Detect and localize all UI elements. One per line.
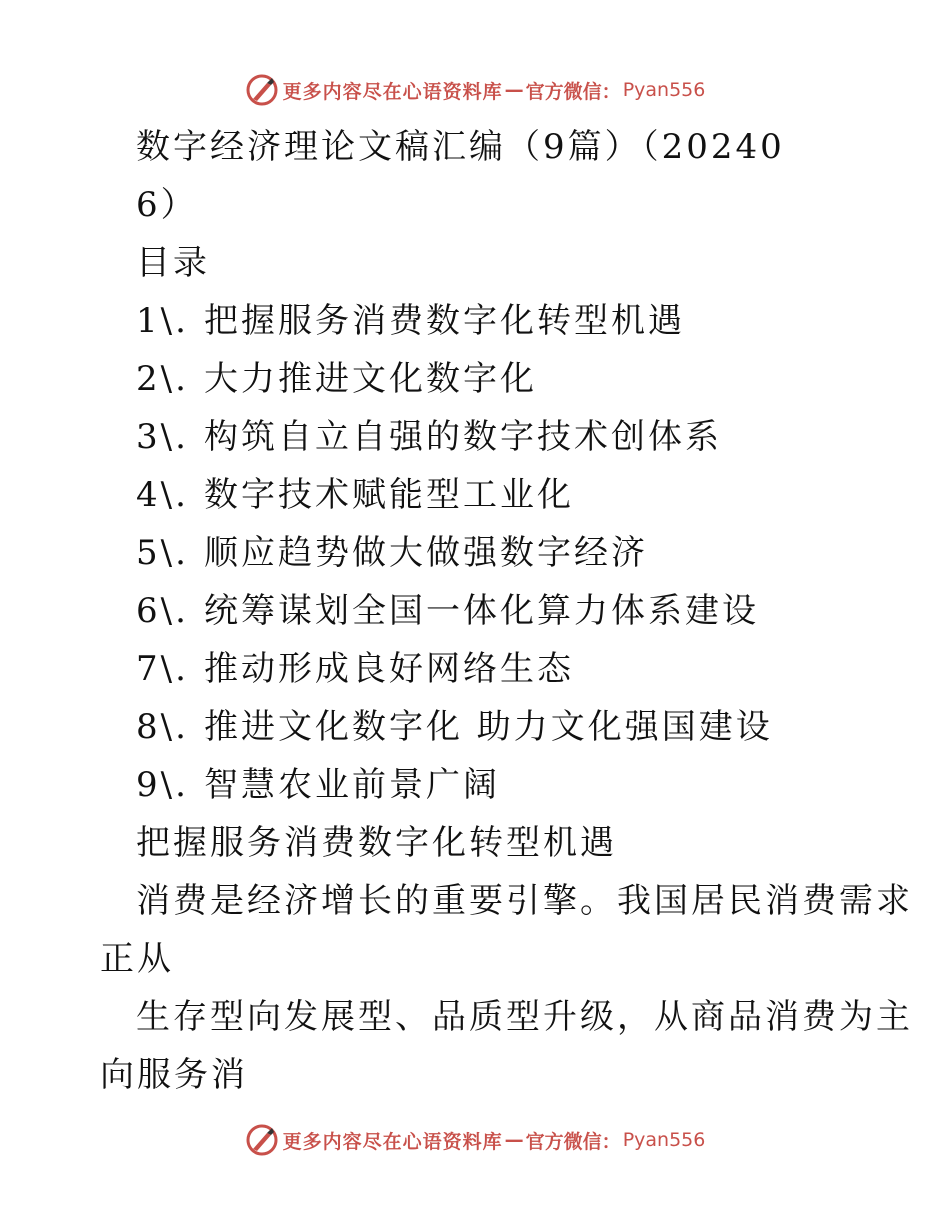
watermark-banner-top <box>0 70 950 110</box>
toc-item-text: 数字技术赋能型工业化 <box>204 475 574 515</box>
toc-item[interactable] <box>0 350 950 408</box>
toc-item[interactable] <box>0 640 950 698</box>
toc-heading: 目录 <box>136 243 210 283</box>
section-heading: 把握服务消费数字化转型机遇 <box>136 823 617 863</box>
toc-item-text: 大力推进文化数字化 <box>204 359 537 399</box>
watermark-sub-text: 官方微信： <box>525 80 621 103</box>
toc-list <box>0 292 950 814</box>
toc-item-number: 8\. <box>136 707 189 747</box>
watermark-sub-text: 官方微信： <box>525 1130 621 1153</box>
document-body <box>0 118 950 1104</box>
toc-item-text: 构筑自立自强的数字技术创体系 <box>204 417 722 457</box>
toc-item-text: 统筹谋划全国一体化算力体系建设 <box>204 591 759 631</box>
toc-item[interactable] <box>0 524 950 582</box>
toc-item-text: 顺应趋势做大做强数字经济 <box>204 533 648 573</box>
toc-item[interactable] <box>0 292 950 350</box>
watermark-main-text: 更多内容尽在心语资料库 <box>282 80 503 103</box>
pen-logo-icon <box>245 1123 279 1157</box>
toc-item-number: 1\. <box>136 301 189 341</box>
toc-item-text: 推动形成良好网络生态 <box>204 649 574 689</box>
toc-item[interactable] <box>0 698 950 756</box>
watermark-dash: — <box>504 1129 524 1151</box>
document-title-line-1: 数字经济理论文稿汇编（9篇）（20240 <box>136 127 785 167</box>
toc-item-text: 推进文化数字化 助力文化强国建设 <box>204 707 773 747</box>
pen-logo-icon <box>245 73 279 107</box>
toc-item-text: 智慧农业前景广阔 <box>204 765 500 805</box>
toc-item-number: 7\. <box>136 649 189 689</box>
toc-item-text: 把握服务消费数字化转型机遇 <box>204 301 685 341</box>
toc-item[interactable] <box>0 466 950 524</box>
watermark-wechat-id: Pyan556 <box>622 79 706 101</box>
watermark-wechat-id: Pyan556 <box>622 1129 706 1151</box>
paragraph-line: 向服务消 <box>100 1055 248 1095</box>
document-title-line-2: 6） <box>136 185 198 225</box>
toc-item[interactable] <box>0 756 950 814</box>
section-paragraph <box>0 872 950 1104</box>
paragraph-line: 生存型向发展型、品质型升级，从商品消费为主 <box>136 997 913 1037</box>
toc-item-number: 3\. <box>136 417 189 457</box>
toc-item[interactable] <box>0 582 950 640</box>
toc-item-number: 4\. <box>136 475 189 515</box>
watermark-banner-bottom <box>0 1120 950 1160</box>
paragraph-line: 正从 <box>100 939 174 979</box>
toc-item-number: 6\. <box>136 591 189 631</box>
toc-item-number: 9\. <box>136 765 189 805</box>
toc-item[interactable] <box>0 408 950 466</box>
paragraph-line: 消费是经济增长的重要引擎。我国居民消费需求 <box>136 881 913 921</box>
toc-item-number: 5\. <box>136 533 189 573</box>
toc-item-number: 2\. <box>136 359 189 399</box>
watermark-main-text: 更多内容尽在心语资料库 <box>282 1130 503 1153</box>
watermark-dash: — <box>504 79 524 101</box>
